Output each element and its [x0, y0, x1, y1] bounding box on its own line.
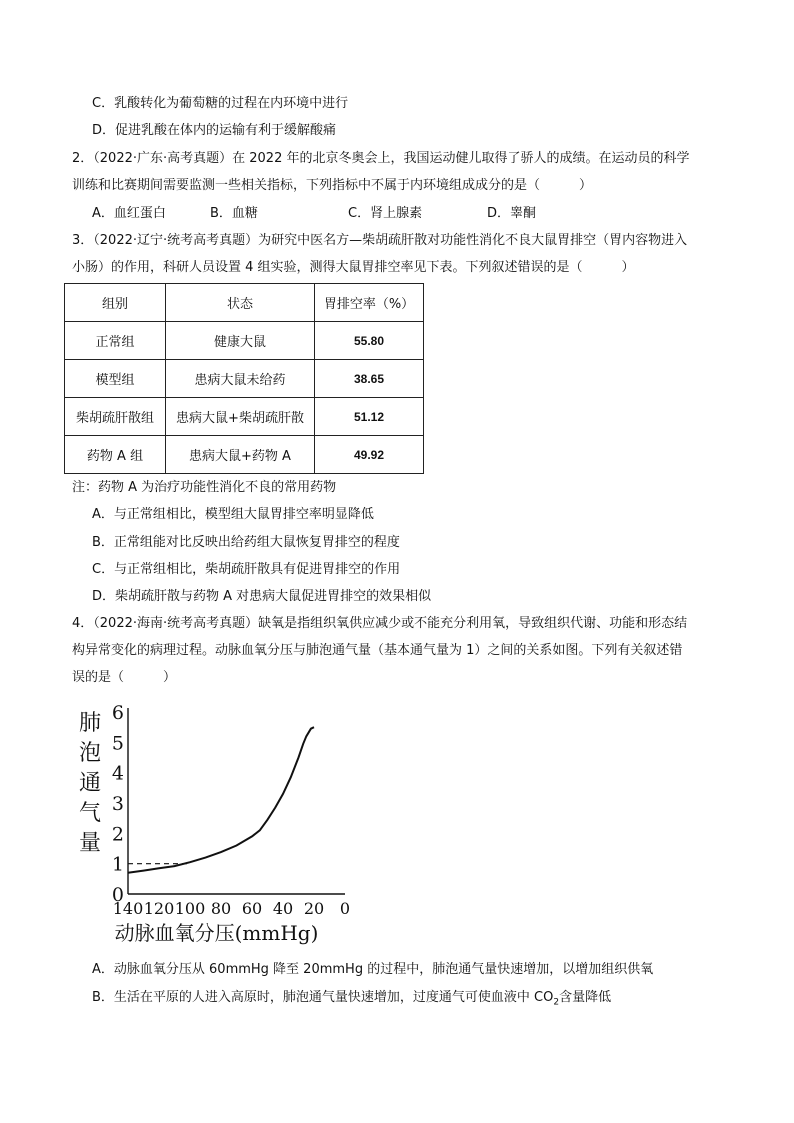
- y-tick-label: 1: [111, 853, 124, 876]
- y-label-char: 通: [78, 771, 102, 796]
- table-header-cell: 状态: [166, 284, 315, 322]
- table-cell: 患病大鼠+柴胡疏肝散: [166, 398, 315, 436]
- chart-xlabel: 动脉血氧分压(mmHg): [114, 921, 319, 945]
- y-tick-label: 5: [111, 732, 124, 755]
- q1-option-c: C．乳酸转化为葡萄糖的过程在内环境中进行: [92, 96, 349, 111]
- y-label-char: 泡: [78, 741, 102, 766]
- table-row: [65, 322, 424, 360]
- q3-results-table: [64, 283, 424, 474]
- x-tick-label: 120: [143, 899, 175, 918]
- q2-options: [92, 205, 732, 223]
- chart-ylabel: [79, 711, 101, 856]
- chart-y-ticks: [112, 702, 124, 906]
- y-label-char: 气: [78, 801, 102, 826]
- table-cell: 49.92: [315, 436, 424, 474]
- y-tick-label: 4: [111, 762, 124, 785]
- chart-x-ticks: [113, 899, 350, 918]
- y-label-char: 量: [78, 831, 102, 856]
- table-cell: 患病大鼠+药物 A: [166, 436, 315, 474]
- table-header-cell: 胃排空率（%）: [315, 284, 424, 322]
- q3-note: 注：药物 A 为治疗功能性消化不良的常用药物: [72, 480, 337, 495]
- x-tick-label: 20: [303, 899, 325, 918]
- table-cell: 38.65: [315, 360, 424, 398]
- table-cell: 模型组: [65, 360, 166, 398]
- q1-option-d: D．促进乳酸在体内的运输有利于缓解酸痛: [92, 123, 337, 138]
- q4-option-a: A．动脉血氧分压从 60mmHg 降至 20mmHg 的过程中，肺泡通气量快速增加，以增加组织供氧: [92, 962, 654, 977]
- q2-option-c: C．肾上腺素: [348, 206, 423, 221]
- q4-stem-line2: 构异常变化的病理过程。动脉血氧分压与肺泡通气量（基本通气量为 1）之间的关系如图。下列有关叙述错: [72, 643, 683, 658]
- y-label-char: 肺: [78, 711, 102, 736]
- y-tick-label: 3: [111, 793, 124, 815]
- q4-stem-line3: 误的是（ ）: [72, 670, 177, 685]
- table-cell: 健康大鼠: [166, 322, 315, 360]
- q2-stem-line2: 训练和比赛期间需要监测一些相关指标，下列指标中不属于内环境组成成分的是（ ）: [72, 178, 593, 193]
- q3-option-b: B．正常组能对比反映出给药组大鼠恢复胃排空的程度: [92, 535, 400, 550]
- table-cell: 正常组: [65, 322, 166, 360]
- q3-option-a: A．与正常组相比，模型组大鼠胃排空率明显降低: [92, 507, 374, 522]
- table-cell: 患病大鼠未给药: [166, 360, 315, 398]
- q4-stem-line1: 4．（2022·海南·统考高考真题）缺氧是指组织氧供应减少或不能充分利用氧，导致组织代谢、功能和形态结: [72, 616, 688, 631]
- q2-stem-line1: 2．（2022·广东·高考真题）在 2022 年的北京冬奥会上，我国运动健儿取得了骄人的成绩。在运动员的科学: [72, 151, 690, 166]
- x-tick-label: 140: [112, 899, 144, 918]
- table-cell: 柴胡疏肝散组: [65, 398, 166, 436]
- q3-option-c: C．与正常组相比，柴胡疏肝散具有促进胃排空的作用: [92, 562, 401, 577]
- table-cell: 51.12: [315, 398, 424, 436]
- table-header-row: [65, 284, 424, 322]
- q2-option-a: A．血红蛋白: [92, 206, 166, 221]
- y-tick-label: 2: [111, 823, 124, 846]
- x-tick-label: 80: [210, 899, 232, 918]
- table-cell: 55.80: [315, 322, 424, 360]
- table-row: [65, 360, 424, 398]
- q2-option-b: B．血糖: [210, 206, 258, 221]
- y-tick-label: 0: [111, 884, 124, 906]
- y-tick-label: 6: [111, 702, 124, 724]
- x-tick-label: 0: [339, 899, 351, 918]
- q3-stem-line1: 3．（2022·辽宁·统考高考真题）为研究中医名方—柴胡疏肝散对功能性消化不良大鼠胃排空（胃内容物进入: [72, 233, 688, 248]
- series-line: [128, 727, 314, 873]
- x-tick-label: 60: [241, 899, 263, 918]
- q3-option-d: D．柴胡疏肝散与药物 A 对患病大鼠促进胃排空的效果相似: [92, 589, 432, 604]
- q4-option-b-text-end: 含量降低: [559, 990, 612, 1005]
- q3-stem-line2: 小肠）的作用，科研人员设置 4 组实验，测得大鼠胃排空率见下表。下列叙述错误的是（ ）: [72, 260, 635, 275]
- x-tick-label: 100: [174, 899, 206, 918]
- table-row: [65, 398, 424, 436]
- table-row: [65, 436, 424, 474]
- q4-option-b: [92, 989, 611, 1012]
- table-cell: 药物 A 组: [65, 436, 166, 474]
- x-tick-label: 40: [272, 899, 294, 918]
- table-header-cell: 组别: [65, 284, 166, 322]
- q4-line-chart: [60, 700, 360, 950]
- subscript-2: 2: [553, 997, 560, 1008]
- q4-option-b-text: B．生活在平原的人进入高原时，肺泡通气量快速增加，过度通气可使血液中 CO: [92, 990, 554, 1005]
- q2-option-d: D．睾酮: [487, 206, 537, 221]
